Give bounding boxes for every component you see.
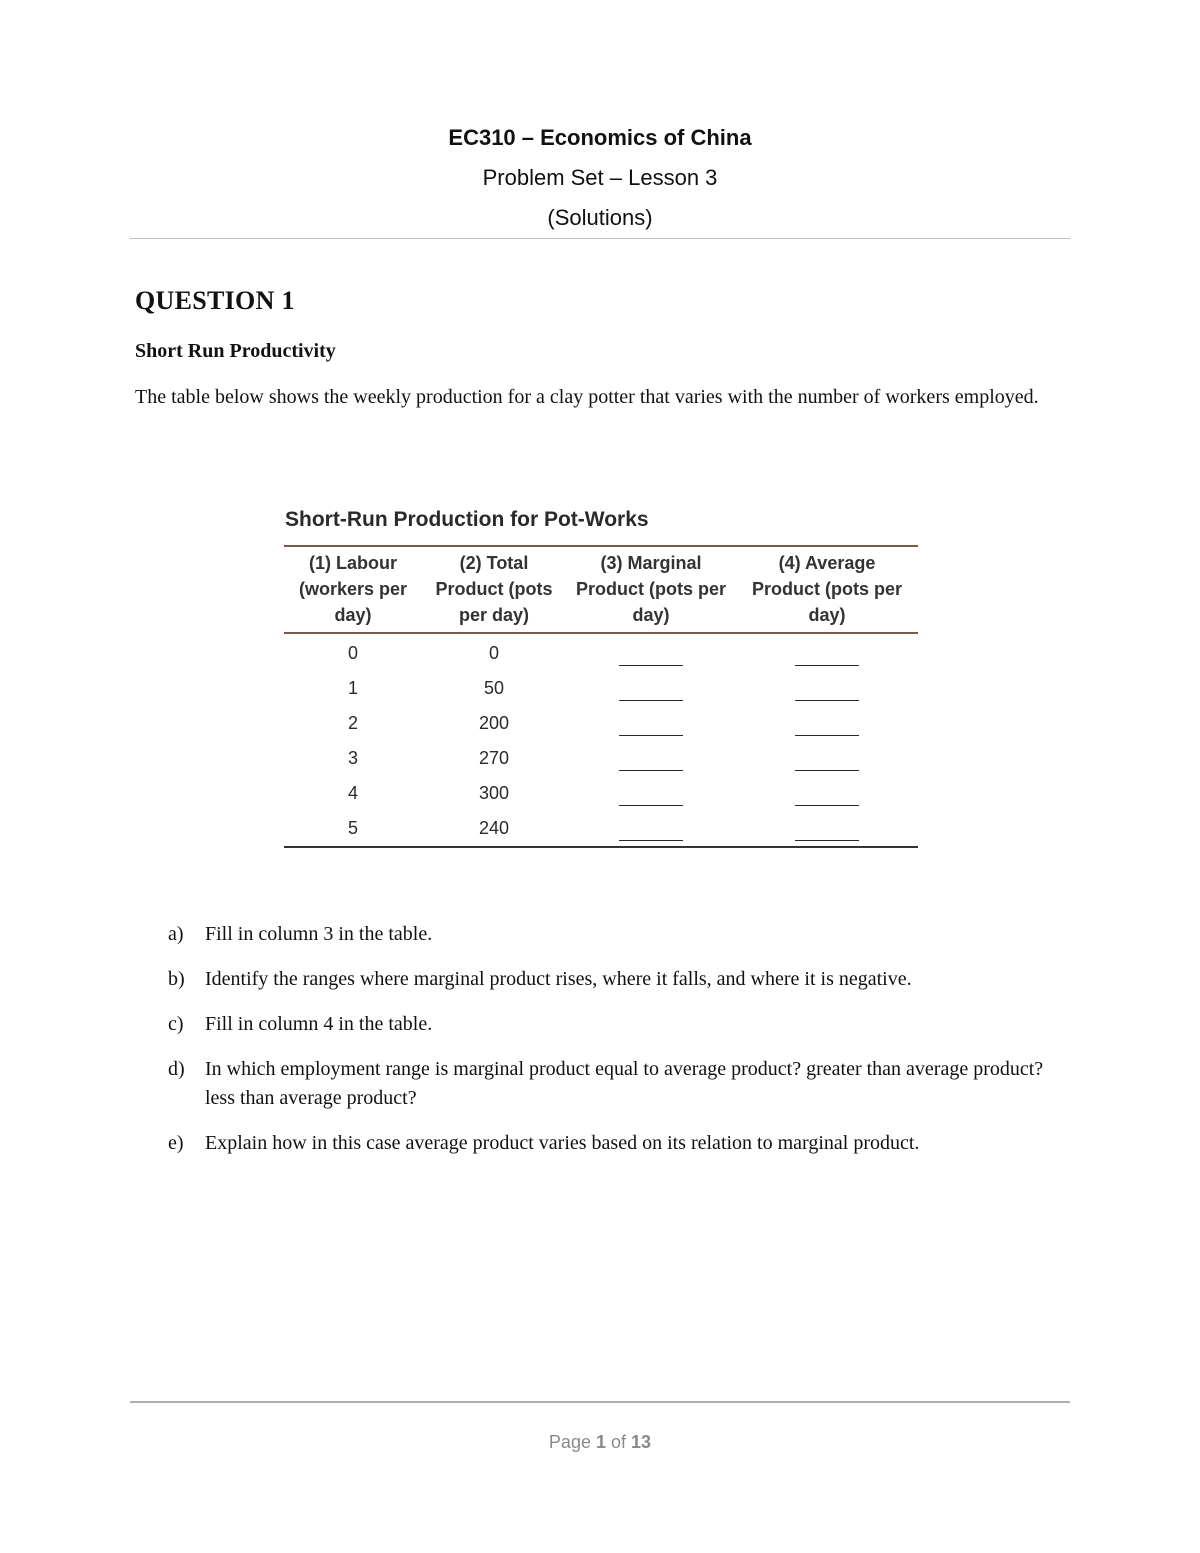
- marginal-product-blank: [566, 671, 736, 706]
- production-table: [284, 545, 918, 848]
- answer-blank-line: [795, 700, 859, 701]
- footer-divider: [130, 1401, 1070, 1403]
- labour-cell: 2: [347, 713, 358, 733]
- task-marker: a): [168, 923, 184, 945]
- column-header-line: Product (pots per: [751, 579, 902, 599]
- column-header-total-product: [422, 546, 566, 633]
- column-header-labour: [284, 546, 422, 633]
- task-text: Explain how in this case average product varies based on its relation to marginal product.: [205, 1132, 920, 1154]
- marginal-product-blank: [566, 741, 736, 776]
- column-header-marginal-product: [566, 546, 736, 633]
- column-header-line: (2) Total: [459, 553, 529, 573]
- list-item: [168, 1129, 1068, 1158]
- column-header-line: day): [632, 605, 670, 625]
- answer-blank-line: [795, 735, 859, 736]
- labour-cell: 1: [347, 678, 358, 698]
- table-header-row: [284, 546, 918, 633]
- average-product-blank: [736, 633, 918, 671]
- column-header-line: Product (pots per: [575, 579, 726, 599]
- answer-blank-line: [795, 805, 859, 806]
- list-item: [168, 1055, 1068, 1113]
- of-label: of: [611, 1432, 627, 1452]
- average-product-blank: [736, 776, 918, 811]
- answer-blank-line: [619, 770, 683, 771]
- document-header: [130, 118, 1070, 238]
- marginal-product-blank: [566, 811, 736, 847]
- task-marker: e): [168, 1132, 184, 1154]
- page-number: 1: [595, 1432, 606, 1452]
- column-header-line: (workers per: [298, 579, 408, 599]
- task-marker: d): [168, 1058, 185, 1080]
- column-header-line: Product (pots: [435, 579, 553, 599]
- task-marker: c): [168, 1013, 184, 1035]
- list-item: [168, 920, 1068, 949]
- labour-cell: 3: [347, 748, 358, 768]
- page-footer: [130, 1432, 1070, 1453]
- task-text: Identify the ranges where marginal product rises, where it falls, and where it is negative.: [205, 968, 912, 990]
- total-product-cell: 200: [478, 713, 510, 733]
- average-product-blank: [736, 706, 918, 741]
- task-text: In which employment range is marginal product equal to average product? greater than average product? less than average product?: [205, 1058, 1044, 1109]
- answer-blank-line: [795, 665, 859, 666]
- solutions-note: (Solutions): [547, 205, 653, 230]
- table-row: [284, 741, 918, 776]
- answer-blank-line: [619, 700, 683, 701]
- question-intro: The table below shows the weekly production for a clay potter that varies with the number of workers employed.: [135, 386, 1039, 408]
- course-title: EC310 – Economics of China: [448, 125, 752, 150]
- column-header-line: day): [334, 605, 372, 625]
- column-header-line: (3) Marginal: [600, 553, 702, 573]
- labour-cell: 4: [347, 783, 358, 803]
- page-label: Page: [548, 1432, 591, 1452]
- list-item: [168, 1010, 1068, 1039]
- marginal-product-blank: [566, 706, 736, 741]
- labour-cell: 5: [284, 811, 422, 847]
- question-heading: QUESTION 1: [135, 286, 295, 315]
- problem-set-subtitle: Problem Set – Lesson 3: [482, 165, 718, 190]
- column-header-line: day): [808, 605, 846, 625]
- question-subheading: Short Run Productivity: [135, 340, 336, 362]
- table-row: [284, 671, 918, 706]
- marginal-product-blank: [566, 776, 736, 811]
- column-header-line: per day): [458, 605, 530, 625]
- table-caption: Short-Run Production for Pot-Works: [285, 508, 649, 531]
- average-product-blank: [736, 671, 918, 706]
- average-product-blank: [736, 741, 918, 776]
- answer-blank-line: [619, 840, 683, 841]
- total-product-cell: 50: [483, 678, 505, 698]
- column-header-line: (1) Labour: [309, 553, 397, 573]
- table-row: [284, 706, 918, 741]
- table-row: [284, 776, 918, 811]
- header-divider: [130, 238, 1070, 239]
- page-total: 13: [631, 1432, 652, 1452]
- column-header-average-product: [736, 546, 918, 633]
- answer-blank-line: [619, 735, 683, 736]
- total-product-cell: 270: [478, 748, 510, 768]
- average-product-blank: [736, 811, 918, 847]
- answer-blank-line: [795, 770, 859, 771]
- total-product-cell: 0: [488, 643, 499, 663]
- list-item: [168, 965, 1068, 994]
- table-row: [284, 811, 918, 847]
- task-marker: b): [168, 968, 185, 990]
- marginal-product-blank: [566, 633, 736, 671]
- table-row: [284, 633, 918, 671]
- task-text: Fill in column 4 in the table.: [205, 1013, 433, 1035]
- column-header-line: (4) Average: [778, 553, 876, 573]
- task-text: Fill in column 3 in the table.: [205, 923, 433, 945]
- total-product-cell: 240: [422, 811, 566, 847]
- total-product-cell: 300: [478, 783, 510, 803]
- labour-cell: 0: [347, 643, 358, 663]
- production-table-figure: [284, 506, 918, 848]
- task-list: [168, 920, 1068, 1174]
- answer-blank-line: [795, 840, 859, 841]
- answer-blank-line: [619, 665, 683, 666]
- answer-blank-line: [619, 805, 683, 806]
